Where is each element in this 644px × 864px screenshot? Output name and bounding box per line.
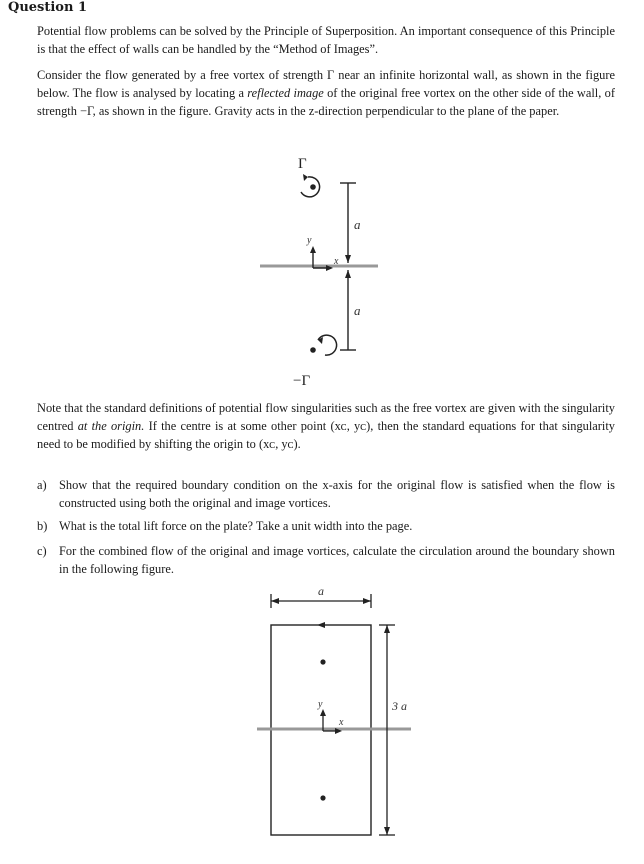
vortex-bottom-icon [310,335,336,355]
vortex-top-icon [301,174,320,197]
height-label: 3 a [392,699,407,713]
part-a: a) Show that the required boundary condition on the x-axis for the original flow is satisfied when the flow is constructed using both the original and image vortices. [37,478,615,510]
axis-y-label: y [307,235,312,246]
dimension-top [340,183,361,263]
dim-top-label: a [354,217,361,232]
dimension-width [271,584,371,608]
question-title: Question 1 [8,0,88,15]
dimension-bottom [340,270,361,350]
gamma-label: Γ [298,156,307,172]
note-paragraph: Note that the standard definitions of potential flow singularities such as the free vortex are given with the singularity centred at the origin. If the centre is at some other point (xᴄ, yᴄ), then the standard equations for that singularity need to be modified by shifting the origin to (xᴄ, yᴄ). [37,401,615,451]
part-b: b) What is the total lift force on the plate? Take a unit width into the page. [37,519,413,533]
setup-paragraph: Consider the flow generated by a free vortex of strength Γ near an infinite horizontal wall, as shown in the figure below. The flow is analysed by locating a reflected image of the original free vortex on the other side of the wall, of strength −Γ, as shown in the figure. Gravity acts in the z-direction perpendicular to the plane of the paper. [37,68,615,118]
vortex-top-dot [320,659,325,664]
axis-x-label: x [334,256,339,267]
width-label: a [318,584,324,598]
part-c: c) For the combined flow of the original and image vortices, calculate the circulation around the boundary shown in the following figure. [37,544,615,576]
vortex-bottom-dot [320,795,325,800]
vortex-image-figure [250,150,390,395]
intro-paragraph: Potential flow problems can be solved by the Principle of Superposition. An important consequence of this Principle is that the effect of walls can be handled by the “Method of Images”. [37,24,615,56]
dim-bottom-label: a [354,303,361,318]
axis-y-label-2: y [318,699,323,710]
circulation-boundary-figure [255,582,425,844]
question-parts [37,476,615,578]
axis-x-label-2: x [339,717,344,728]
minus-gamma-label: −Γ [293,373,311,389]
flow-arrow-icon [317,622,325,628]
